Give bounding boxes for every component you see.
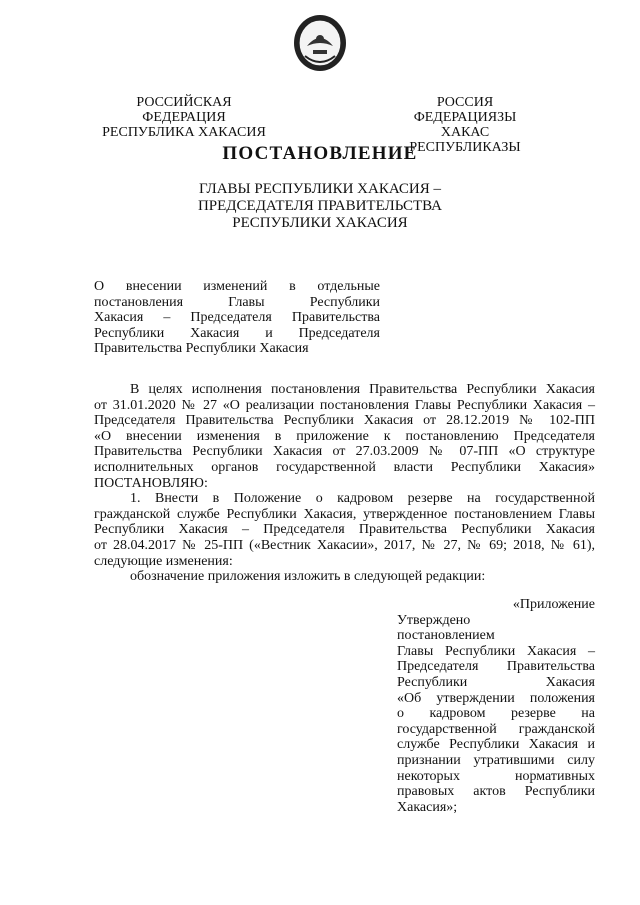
body-line: В целях исполнения постановления Правительства Республики Хакасия <box>130 382 595 397</box>
appendix-line: правовых актов Республики <box>397 784 595 800</box>
header-left-republic: РЕСПУБЛИКА ХАКАСИЯ <box>102 125 266 140</box>
document-subtitle <box>0 181 640 232</box>
body-line: Председателя Правительства Республики Хакасия от 28.12.2019 № 102-ПП <box>94 413 595 429</box>
appendix-line: некоторых нормативных <box>397 768 595 784</box>
document-title: ПОСТАНОВЛЕНИЕ <box>222 143 418 164</box>
appendix-line: постановлением <box>397 628 495 644</box>
body-line: Правительства Республики Хакасия от 27.03.2009 № 07-ПП «О структуре <box>94 444 595 460</box>
appendix-line: Главы Республики Хакасия – <box>397 643 595 659</box>
body-line: следующие изменения: <box>94 553 233 569</box>
subtitle-line: РЕСПУБЛИКИ ХАКАСИЯ <box>232 215 408 231</box>
header-left-block <box>94 95 274 140</box>
appendix-line: о кадровом резерве на <box>397 706 595 722</box>
coat-of-arms-emblem <box>291 12 349 74</box>
appendix-line: государственной гражданской <box>397 721 595 737</box>
appendix-line: «Об утверждении положения <box>397 690 595 706</box>
subtitle-line: ГЛАВЫ РЕСПУБЛИКИ ХАКАСИЯ – <box>198 181 442 197</box>
appendix-heading: «Приложение <box>512 597 595 612</box>
appendix-line: Хакасия»; <box>397 799 458 815</box>
body-line: Республики Хакасия – Председателя Правительства Республики Хакасия <box>94 522 595 538</box>
subject-line: Республики Хакасия и Председателя <box>94 325 380 341</box>
body-line: обозначение приложения изложить в следующей редакции: <box>130 569 486 585</box>
subject-line: Правительства Республики Хакасия <box>94 341 309 356</box>
subject-line: Хакасия – Председателя Правительства <box>94 310 380 325</box>
header-right-country: РОССИЯ ФЕДЕРАЦИЯЗЫ <box>413 95 517 125</box>
appendix-line: Председателя Правительства <box>397 659 595 675</box>
body-line: гражданской службе Республики Хакасия, утвержденное постановлением Главы <box>94 506 595 522</box>
body-line: от 28.04.2017 № 25-ПП («Вестник Хакасии», 2017, № 27, № 69; 2018, № 61), <box>94 537 595 553</box>
appendix-line: службе Республики Хакасия и <box>397 737 595 753</box>
appendix-block <box>397 597 595 815</box>
appendix-line: признании утратившими силу <box>397 752 595 768</box>
subject-line: О внесении изменений в отдельные <box>94 279 380 294</box>
header-left-country: РОССИЙСКАЯ ФЕДЕРАЦИЯ <box>136 95 232 125</box>
subtitle-line: ПРЕДСЕДАТЕЛЯ ПРАВИТЕЛЬСТВА <box>197 198 443 214</box>
appendix-line: Утверждено <box>397 612 471 628</box>
body-line: от 31.01.2020 № 27 «О реализации постановления Главы Республики Хакасия – <box>94 397 595 413</box>
body-line: 1. Внести в Положение о кадровом резерве на государственной <box>130 491 595 507</box>
document-body <box>94 382 595 585</box>
subject-line: постановления Главы Республики <box>94 294 380 310</box>
body-line: исполнительных органов государственной власти Республики Хакасия» <box>94 459 595 475</box>
header-right-republic: ХАКАС РЕСПУБЛИКАЗЫ <box>409 125 521 155</box>
body-line: «О внесении изменения в приложение к постановлению Председателя <box>94 428 595 444</box>
document-subject <box>94 279 380 357</box>
body-line: ПОСТАНОВЛЯЮ: <box>94 475 208 491</box>
appendix-line: Республики Хакасия <box>397 674 595 690</box>
